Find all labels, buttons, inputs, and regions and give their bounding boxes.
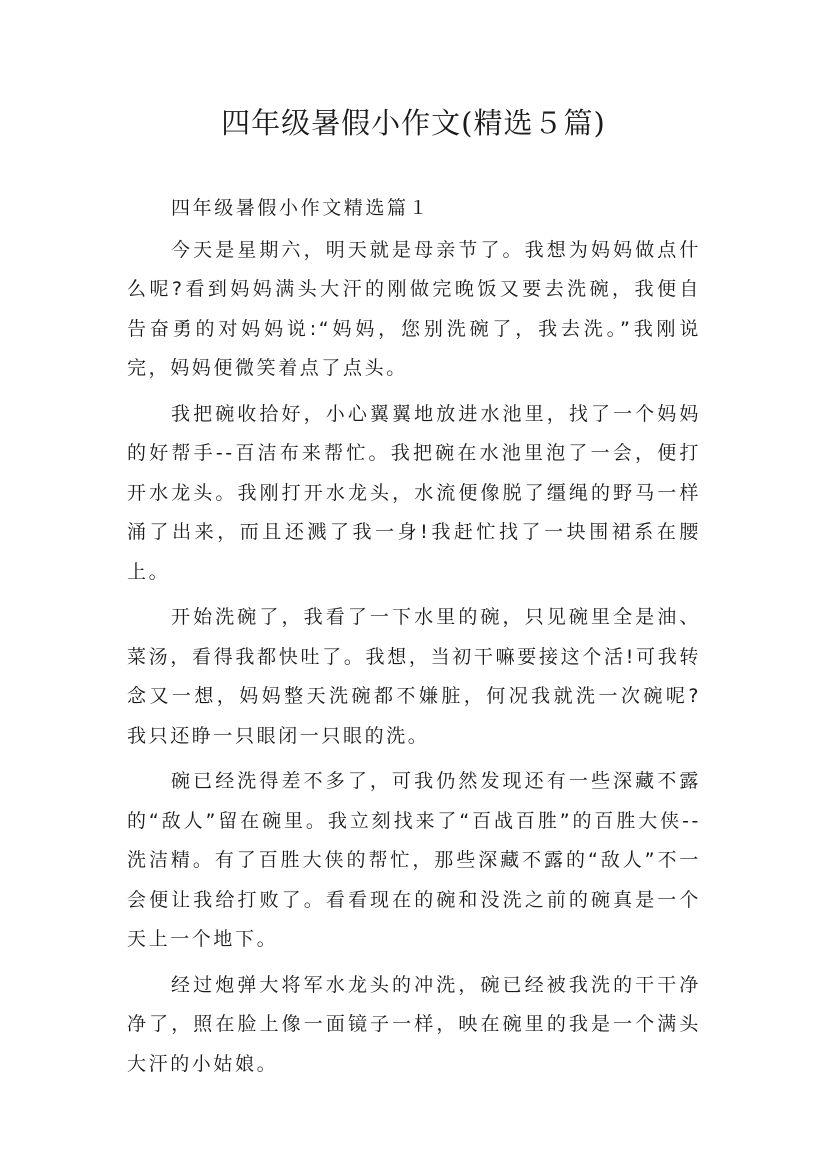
paragraph-4: 碗已经洗得差不多了，可我仍然发现还有一些深藏不露的“敌人”留在碗里。我立刻找来了“百战百胜”的百胜大侠--洗洁精。有了百胜大侠的帮忙，那些深藏不露的“敌人”不一会便让我给打败了。看看现在的碗和没洗之前的碗真是一个天上一个地下。 bbox=[127, 770, 701, 950]
paragraph-3: 开始洗碗了，我看了一下水里的碗，只见碗里全是油、菜汤，看得我都快吐了。我想，当初干嘛要接这个活!可我转念又一想，妈妈整天洗碗都不嫌脏，何况我就洗一次碗呢?我只还睁一只眼闭一只眼的洗。 bbox=[127, 606, 701, 747]
paragraph-1: 今天是星期六，明天就是母亲节了。我想为妈妈做点什么呢?看到妈妈满头大汗的刚做完晚饭又要去洗碗，我便自告奋勇的对妈妈说:“妈妈，您别洗碗了，我去洗。”我刚说完，妈妈便微笑着点了点头。 bbox=[127, 238, 701, 379]
paragraph-5: 经过炮弹大将军水龙头的冲洗，碗已经被我洗的干干净净了，照在脸上像一面镜子一样，映在碗里的我是一个满头大汗的小姑娘。 bbox=[127, 973, 701, 1075]
document-title: 四年级暑假小作文(精选５篇) bbox=[221, 106, 606, 140]
paragraph-2: 我把碗收拾好，小心翼翼地放进水池里，找了一个妈妈的好帮手--百洁布来帮忙。我把碗在水池里泡了一会，便打开水龙头。我刚打开水龙头，水流便像脱了缰绳的野马一样涌了出来，而且还溅了我一身!我赶忙找了一块围裙系在腰上。 bbox=[127, 402, 701, 583]
document-body bbox=[127, 189, 701, 1090]
section-subtitle: 四年级暑假小作文精选篇１ bbox=[171, 197, 431, 219]
